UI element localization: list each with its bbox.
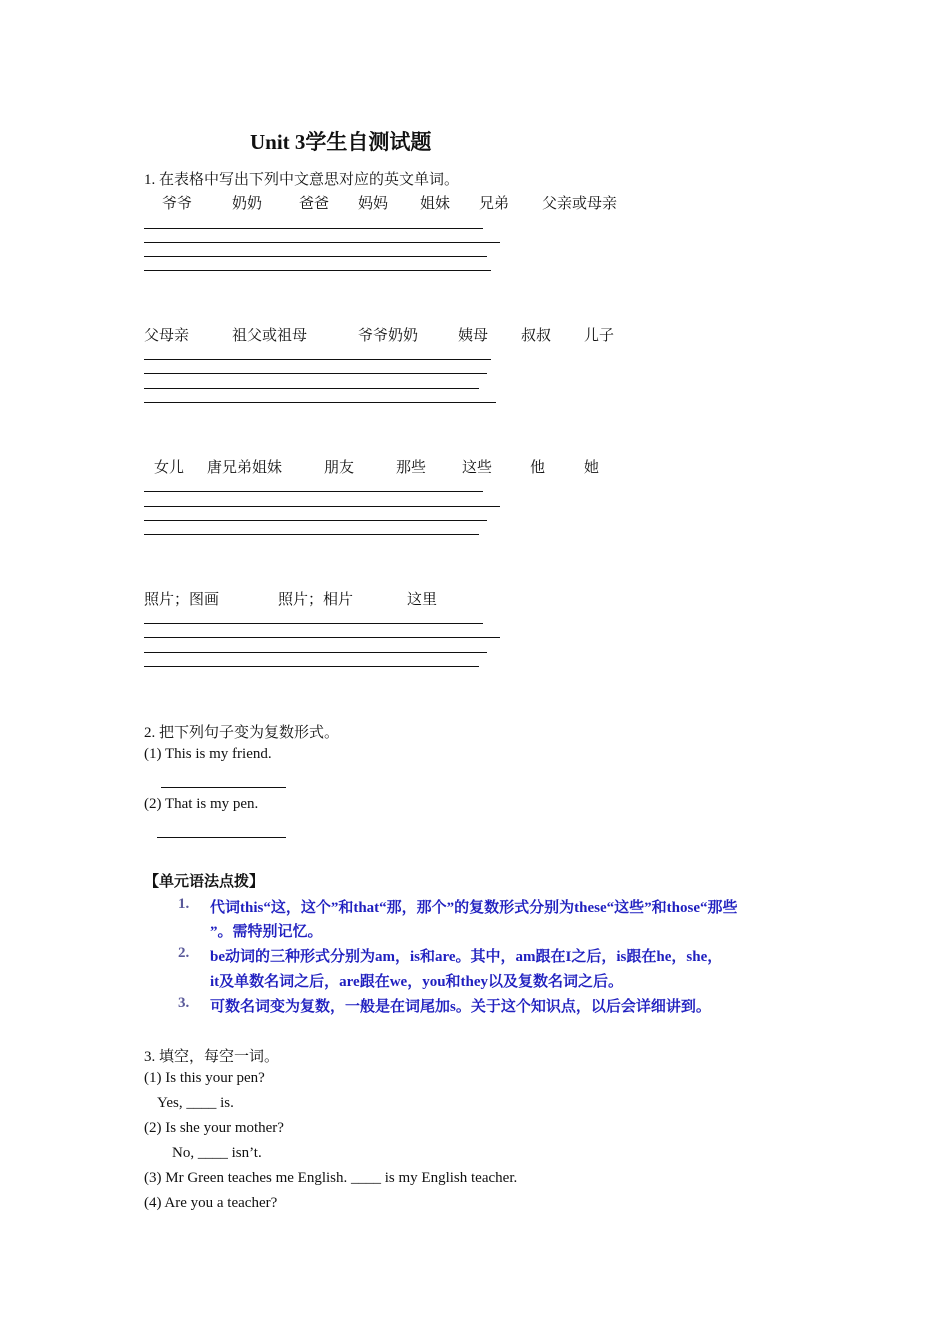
page-title: Unit 3学生自测试题	[250, 130, 432, 154]
grammar-point-text: 代词this“这，这个”和that“那，那个”的复数形式分别为these“这些”和those“那些	[210, 900, 738, 916]
answer-line	[157, 837, 286, 838]
answer-line	[144, 652, 487, 653]
word: 妈妈	[358, 196, 389, 212]
answer-line	[144, 270, 491, 271]
word: 父亲或母亲	[542, 196, 618, 212]
word: 爷爷奶奶	[358, 328, 419, 344]
grammar-point-text: 可数名词变为复数，一般是在词尾加s。关于这个知识点，以后会详细讲到。	[210, 999, 711, 1015]
answer-line	[144, 520, 487, 521]
word: 爷爷	[162, 196, 193, 212]
word: 儿子	[584, 328, 615, 344]
grammar-point-number: 3.	[178, 995, 190, 1011]
answer-line	[144, 534, 479, 535]
word: 照片；图画	[144, 592, 220, 608]
answer-line	[144, 359, 491, 360]
word: 这里	[407, 592, 438, 608]
grammar-point-text: it及单数名词之后，are跟在we，you和they以及复数名词之后。	[210, 974, 624, 990]
answer-line	[144, 623, 483, 624]
q3-line: Yes, ____ is.	[157, 1095, 234, 1111]
q2-instruction: 2. 把下列句子变为复数形式。	[144, 725, 340, 741]
answer-line	[144, 242, 500, 243]
answer-line	[161, 787, 286, 788]
answer-line	[144, 256, 487, 257]
word: 这些	[462, 460, 493, 476]
word: 父母亲	[144, 328, 190, 344]
q3-instruction: 3. 填空，每空一词。	[144, 1049, 280, 1065]
answer-line	[144, 506, 500, 507]
word: 朋友	[324, 460, 355, 476]
word: 女儿	[154, 460, 185, 476]
word: 照片；相片	[278, 592, 354, 608]
q3-line: (4) Are you a teacher?	[144, 1195, 278, 1211]
word: 那些	[396, 460, 427, 476]
word: 他	[530, 460, 546, 476]
grammar-point-text: be动词的三种形式分别为am，is和are。其中，am跟在I之后，is跟在he，she，	[210, 949, 723, 965]
answer-line	[144, 491, 483, 492]
word: 奶奶	[232, 196, 263, 212]
grammar-heading: 【单元语法点拨】	[144, 874, 265, 890]
word: 她	[584, 460, 600, 476]
q1-instruction: 1. 在表格中写出下列中文意思对应的英文单词。	[144, 172, 460, 188]
answer-line	[144, 666, 479, 667]
word: 叔叔	[521, 328, 552, 344]
grammar-point-text: ”。需特别记忆。	[210, 924, 323, 940]
grammar-point-number: 2.	[178, 945, 190, 961]
q2-item-2: (2) That is my pen.	[144, 796, 259, 812]
grammar-point-number: 1.	[178, 896, 190, 912]
word: 唐兄弟姐妹	[207, 460, 283, 476]
answer-line	[144, 373, 487, 374]
q3-line: (3) Mr Green teaches me English. ____ is my English teacher.	[144, 1170, 518, 1186]
answer-line	[144, 637, 500, 638]
answer-line	[144, 402, 496, 403]
answer-line	[144, 228, 483, 229]
q3-line: (2) Is she your mother?	[144, 1120, 284, 1136]
answer-line	[144, 388, 479, 389]
word: 祖父或祖母	[232, 328, 308, 344]
q3-line: (1) Is this your pen?	[144, 1070, 265, 1086]
q2-item-1: (1) This is my friend.	[144, 746, 272, 762]
word: 兄弟	[479, 196, 510, 212]
q3-line: No, ____ isn’t.	[172, 1145, 262, 1161]
word: 爸爸	[299, 196, 330, 212]
word: 姐妹	[420, 196, 451, 212]
word: 姨母	[458, 328, 489, 344]
